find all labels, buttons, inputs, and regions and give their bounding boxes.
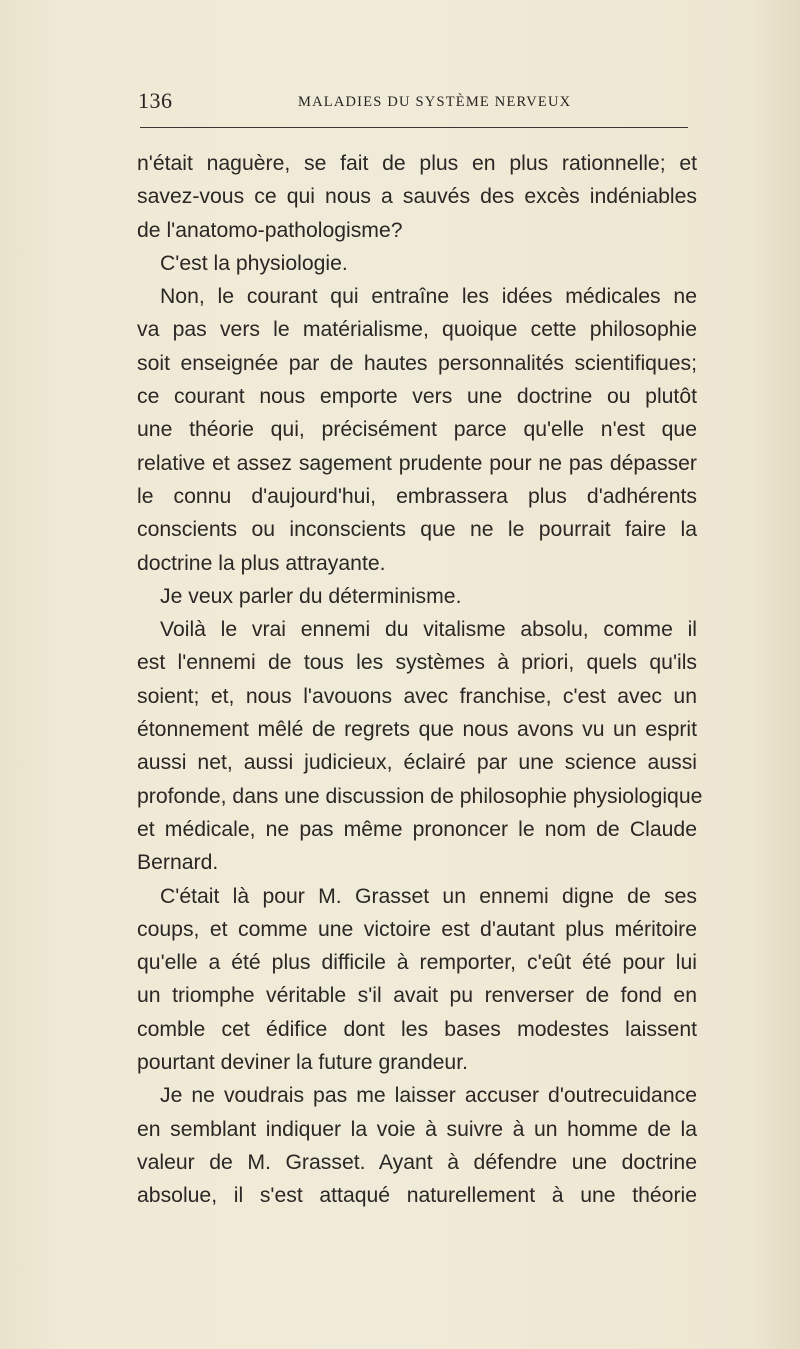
text-line: C'est la physiologie. [160,251,348,275]
text-line: étonnement mêlé de regrets que nous avons vu un esprit [137,718,697,742]
text-line: comble cet édifice dont les bases modestes laissent [137,1017,697,1041]
text-line: Non, le courant qui entraîne les idées médicales ne [160,285,697,309]
text-line: Je ne voudrais pas me laisser accuser d'outrecuidance [160,1084,697,1108]
text-line: et médicale, ne pas même prononcer le nom de Claude [137,817,697,841]
text-line: Je veux parler du déterminisme. [160,584,462,608]
text-line: conscients ou inconscients que ne le pourrait faire la [137,518,697,542]
running-title: MALADIES DU SYSTÈME NERVEUX [298,94,572,110]
header-rule [140,127,688,128]
text-line: de l'anatomo-pathologisme? [137,218,403,242]
text-line: savez-vous ce qui nous a sauvés des excès indéniables [137,185,697,209]
text-line: soient; et, nous l'avouons avec franchise, c'est avec un [137,684,697,708]
text-line: est l'ennemi de tous les systèmes à priori, quels qu'ils [137,651,697,675]
text-line: pourtant deviner la future grandeur. [137,1051,468,1075]
text-line: absolue, il s'est attaqué naturellement à une théorie [137,1184,697,1208]
text-line: coups, et comme une victoire est d'autant plus méritoire [137,917,697,941]
page-number: 136 [138,88,173,113]
text-line: C'était là pour M. Grasset un ennemi digne de ses [160,884,697,908]
text-line: ce courant nous emporte vers une doctrine ou plutôt [137,385,697,409]
page-header [134,88,694,122]
text-line: n'était naguère, se fait de plus en plus rationnelle; et [137,152,697,175]
text-line: en semblant indiquer la voie à suivre à un homme de la [137,1117,697,1141]
text-line: va pas vers le matérialisme, quoique cette philosophie [137,318,697,342]
text-line: Bernard. [137,851,219,875]
text-line: valeur de M. Grasset. Ayant à défendre une doctrine [137,1150,697,1174]
text-line: soit enseignée par de hautes personnalités scientifiques; [137,351,697,375]
text-line: Voilà le vrai ennemi du vitalisme absolu, comme il [160,618,697,642]
text-line: le connu d'aujourd'hui, embrassera plus d'adhérents [137,484,697,508]
text-line: profonde, dans une discussion de philosophie physiologique [137,784,703,808]
text-line: qu'elle a été plus difficile à remporter, c'eût été pour lui [137,951,697,975]
text-line: une théorie qui, précisément parce qu'elle n'est que [137,418,697,442]
text-line: relative et assez sagement prudente pour ne pas dépasser [137,451,697,475]
text-line: un triomphe véritable s'il avait pu renverser de fond en [137,984,697,1008]
text-line: aussi net, aussi judicieux, éclairé par une science aussi [137,751,697,775]
body-text [137,147,703,1213]
text-line: doctrine la plus attrayante. [137,551,386,575]
